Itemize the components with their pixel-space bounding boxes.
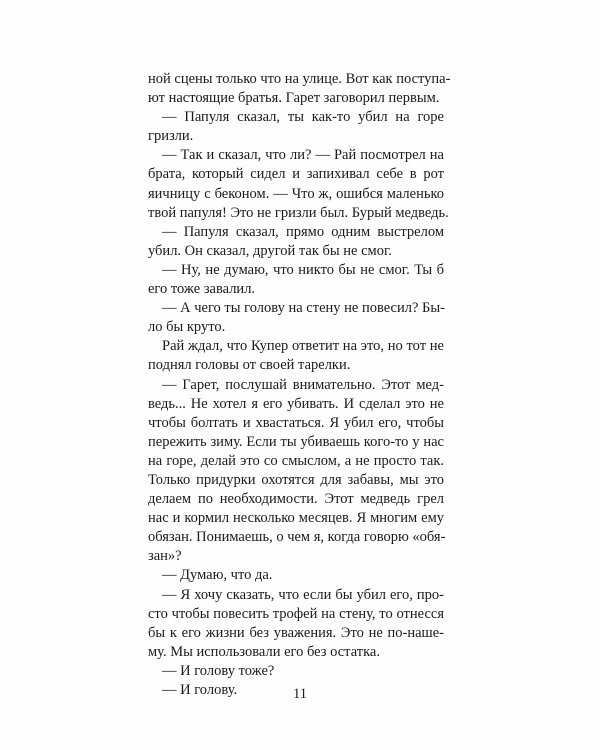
text-line: делаем по необходимости. Этот медведь грел: [148, 491, 444, 508]
text-line: брата, который сидел и запихивал себе в рот: [148, 166, 444, 183]
text-line: чтобы болтать и хвастаться. Я убил его, чтобы: [148, 414, 444, 431]
text-line: — Ну, не думаю, что никто бы не смог. Ты б: [162, 261, 444, 278]
text-line: сто чтобы повесить трофей на стену, то отнесся: [148, 605, 444, 622]
text-line: — Так и сказал, что ли? — Рай посмотрел на: [162, 147, 444, 164]
text-line: яичницу с беконом. — Что ж, ошибся маленько: [148, 185, 444, 202]
page-number: 11: [293, 686, 307, 702]
text-line: — Папуля сказал, ты как-то убил на горе: [162, 109, 444, 126]
text-line: ной сцены только что на улице. Вот как поступа-: [148, 71, 451, 87]
text-line: — Папуля сказал, прямо одним выстрелом: [162, 223, 444, 240]
text-line: поднял головы от своей тарелки.: [148, 357, 351, 374]
text-line: — Я хочу сказать, что если бы убил его, про-: [162, 586, 444, 603]
text-line: — А чего ты голову на стену не повесил? Бы-: [162, 300, 445, 317]
text-line: бы к его жизни без уважения. Это не по-наше-: [148, 624, 444, 641]
text-line: твой папуля! Это не гризли был. Бурый медведь.: [148, 204, 449, 221]
body-text: [148, 70, 451, 700]
text-line: на горе, делай это со смыслом, а не просто так.: [148, 452, 444, 469]
text-line: му. Мы использовали его без остатка.: [148, 643, 380, 660]
text-line: гризли.: [148, 128, 194, 145]
text-line: его тоже завалил.: [148, 281, 256, 298]
text-line: пережить зиму. Если ты убиваешь кого-то у нас: [148, 433, 444, 450]
text-line: — Гарет, послушай внимательно. Этот мед-: [162, 376, 444, 393]
text-line: — И голову тоже?: [162, 662, 275, 679]
text-line: ло бы круто.: [148, 319, 226, 336]
text-line: зан»?: [148, 548, 182, 565]
text-line: ведь... Не хотел я его убивать. И сделал это не: [148, 395, 444, 412]
text-line: нас и кормил несколько месяцев. Я многим ему: [148, 510, 444, 527]
text-line: Только придурки охотятся для забавы, мы это: [148, 471, 444, 488]
text-line: убил. Он сказал, другой так бы не смог.: [148, 242, 392, 259]
text-line: Рай ждал, что Купер ответит на это, но тот не: [162, 338, 444, 355]
text-line: обязан. Понимаешь, о чем я, когда говорю «обя-: [148, 529, 446, 546]
text-line: — И голову.: [162, 682, 238, 698]
text-line: — Думаю, что да.: [162, 567, 273, 584]
text-line: ют настоящие братья. Гарет заговорил первым.: [148, 90, 440, 107]
